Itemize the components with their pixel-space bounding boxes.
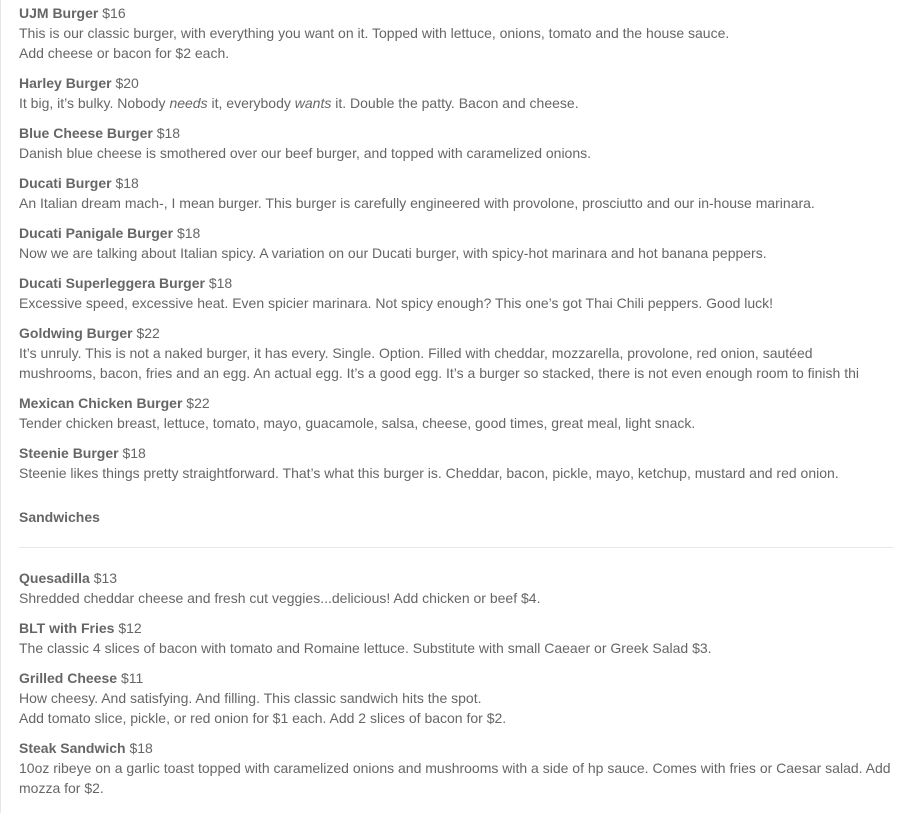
item-name: Harley Burger [19, 75, 112, 91]
item-price: $11 [120, 670, 144, 686]
item-header [19, 568, 894, 588]
item-price: $16 [102, 5, 126, 21]
item-name: Grilled Cheese [19, 670, 118, 686]
item-price: $20 [115, 75, 139, 91]
desc-part: It big, it’s bulky. Nobody [19, 95, 170, 111]
item-name: Ducati Burger [19, 175, 112, 191]
item-header [19, 273, 894, 293]
item-header [19, 738, 894, 758]
menu-item-blt-with-fries [19, 618, 894, 658]
desc-part: it, everybody [207, 95, 295, 111]
desc-emphasis: wants [294, 95, 332, 111]
item-description: 10oz ribeye on a garlic toast topped with caramelized onions and mushrooms with a side of hp sauce. Comes with fries or Caesar salad. Add [19, 760, 891, 776]
menu-item-blue-cheese-burger [19, 123, 894, 163]
item-header [19, 443, 894, 463]
desc-emphasis: needs [169, 95, 208, 111]
item-description: Steenie likes things pretty straightforward. That’s what this burger is. Cheddar, bacon, pickle, mayo, ketchup, mustard and red onion. [19, 465, 839, 481]
item-description: Tender chicken breast, lettuce, tomato, mayo, guacamole, salsa, cheese, good times, great meal, light snack. [19, 415, 696, 431]
item-price: $12 [118, 620, 142, 636]
item-price: $18 [129, 740, 153, 756]
section-divider [19, 547, 894, 548]
menu-item-ducati-burger [19, 173, 894, 213]
item-price: $13 [93, 570, 118, 586]
item-description-extra: Add tomato slice, pickle, or red onion for $1 each. Add 2 slices of bacon for $2. [19, 710, 507, 726]
item-description: This is our classic burger, with everything you want on it. Topped with lettuce, onions, tomato and the house sauce. [19, 25, 730, 41]
item-description: The classic 4 slices of bacon with tomato and Romaine lettuce. Substitute with small Caeaer or Greek Salad $3. [19, 640, 712, 656]
left-border [0, 0, 1, 813]
item-description-extra: Add cheese or bacon for $2 each. [19, 45, 230, 61]
item-name: Steenie Burger [19, 445, 119, 461]
menu-item-steak-sandwich [19, 738, 894, 798]
desc-part: it. Double the patty. Bacon and cheese. [331, 95, 579, 111]
item-name: Goldwing Burger [19, 325, 133, 341]
item-price: $18 [115, 175, 139, 191]
item-price: $18 [156, 125, 181, 141]
item-price: $18 [122, 445, 146, 461]
item-description: It’s unruly. This is not a naked burger, it has every. Single. Option. Filled with cheddar, mozzarella, provolone, red onion, sautéed [19, 345, 813, 361]
item-price: $18 [176, 225, 201, 241]
menu-content [19, 3, 894, 808]
item-header [19, 618, 894, 638]
item-name: Ducati Panigale Burger [19, 225, 174, 241]
menu-item-harley-burger [19, 73, 894, 113]
item-name: Ducati Superleggera Burger [19, 275, 205, 291]
item-header [19, 123, 894, 143]
item-name: BLT with Fries [19, 620, 115, 636]
item-description-overflow: mushrooms, bacon, fries and an egg. An actual egg. It’s a good egg. It’s a burger so stacked, there is not even enough room to finish thi [19, 365, 859, 381]
item-description: How cheesy. And satisfying. And filling. This classic sandwich hits the spot. [19, 690, 482, 706]
item-header [19, 668, 894, 688]
item-price: $18 [208, 275, 233, 291]
item-header [19, 393, 894, 413]
section-title: Sandwiches [19, 509, 100, 525]
item-header [19, 73, 894, 93]
item-header [19, 223, 894, 243]
menu-item-goldwing-burger [19, 323, 894, 383]
item-description-extra: mozza for $2. [19, 780, 104, 796]
item-name: Blue Cheese Burger [19, 125, 153, 141]
item-price: $22 [186, 395, 210, 411]
item-name: Quesadilla [19, 570, 90, 586]
item-description: Excessive speed, excessive heat. Even spicier marinara. Not spicy enough? This one’s got Thai Chili peppers. Good luck! [19, 295, 774, 311]
item-name: Steak Sandwich [19, 740, 126, 756]
item-description: Shredded cheddar cheese and fresh cut veggies...delicious! Add chicken or beef $4. [19, 590, 541, 606]
item-name: Mexican Chicken Burger [19, 395, 183, 411]
item-description: Danish blue cheese is smothered over our beef burger, and topped with caramelized onions. [19, 145, 592, 161]
item-description: An Italian dream mach-, I mean burger. This burger is carefully engineered with provolone, prosciutto and our in-house marinara. [19, 195, 815, 211]
item-header [19, 173, 894, 193]
sandwiches-section [19, 507, 894, 548]
menu-item-mexican-chicken-burger [19, 393, 894, 433]
item-header [19, 3, 894, 23]
menu-item-ducati-panigale-burger [19, 223, 894, 263]
menu-item-ujm-burger [19, 3, 894, 63]
menu-item-steenie-burger [19, 443, 894, 483]
menu-item-quesadilla [19, 568, 894, 608]
item-name: UJM Burger [19, 5, 99, 21]
item-price: $22 [136, 325, 160, 341]
item-description [19, 93, 894, 113]
item-description: Now we are talking about Italian spicy. A variation on our Ducati burger, with spicy-hot marinara and hot banana peppers. [19, 245, 767, 261]
menu-item-grilled-cheese [19, 668, 894, 728]
item-header [19, 323, 894, 343]
menu-item-ducati-superleggera-burger [19, 273, 894, 313]
